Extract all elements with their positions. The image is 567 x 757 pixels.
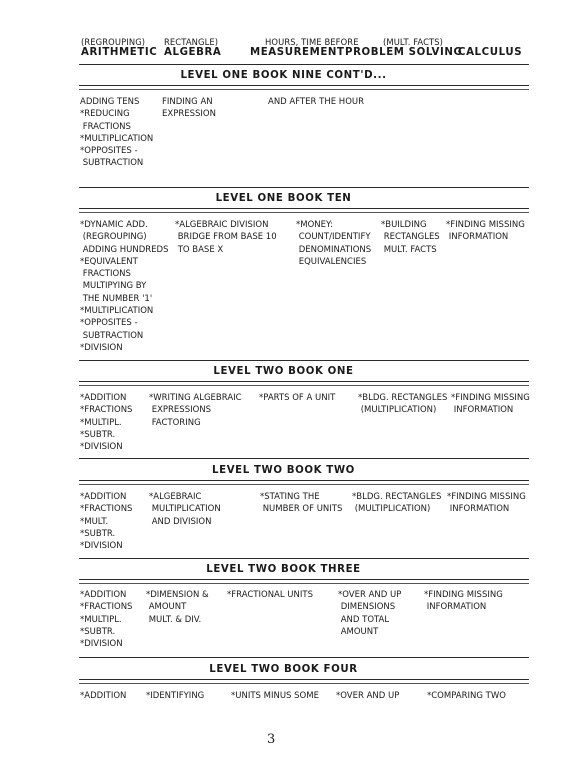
section-cell-arithmetic: ADDING TENS *REDUCING FRACTIONS *MULTIPLICATION *OPPOSITES - SUBTRACTION — [80, 97, 154, 169]
divider — [79, 657, 529, 658]
section-cell-calculus: *FINDING MISSING INFORMATION — [451, 393, 530, 416]
divider — [79, 480, 529, 481]
section-cell-calculus: *FINDING MISSING INFORMATION — [447, 492, 526, 515]
header-col-algebra: ALGEBRA — [164, 47, 222, 58]
divider — [79, 381, 529, 382]
divider — [79, 85, 529, 86]
header-note-regrouping: (REGROUPING) — [81, 37, 146, 47]
divider — [79, 679, 529, 680]
section-cell-calculus: *COMPARING TWO — [427, 691, 506, 701]
header-col-calculus: CALCULUS — [458, 47, 523, 58]
section-cell-calculus: *FINDING MISSING INFORMATION — [424, 590, 503, 613]
divider — [79, 579, 529, 580]
header-note-rectangle: RECTANGLE) — [164, 37, 219, 47]
section-cell-measurement: *STATING THE NUMBER OF UNITS — [260, 492, 343, 515]
header-col-problem-solving: PROBLEM SOLVING — [345, 47, 463, 58]
section-title: LEVEL TWO BOOK THREE — [206, 564, 361, 575]
section-cell-problem-solving: *OVER AND UP DIMENSIONS AND TOTAL AMOUNT — [338, 590, 402, 637]
header-note-mult-facts: (MULT. FACTS) — [383, 37, 444, 47]
section-title: LEVEL ONE BOOK TEN — [215, 193, 352, 204]
divider — [79, 558, 529, 559]
divider — [79, 385, 529, 386]
section-cell-measurement: AND AFTER THE HOUR — [268, 97, 365, 107]
section-cell-arithmetic: *DYNAMIC ADD. (REGROUPING) ADDING HUNDREDS *EQUIVALENT FRACTIONS MULTIPYING BY THE NUMBER '1' *MULTIPLICATION *OPPOSITES - SUBTRACTION *DIVISION — [80, 220, 169, 353]
section-cell-measurement: *FRACTIONAL UNITS — [227, 590, 313, 600]
section-title: LEVEL ONE BOOK NINE CONT'D... — [180, 70, 387, 81]
section-cell-problem-solving: *BLDG. RECTANGLES (MULTIPLICATION) — [358, 393, 448, 416]
section-cell-arithmetic: *ADDITION *FRACTIONS *MULTIPL. *SUBTR. *DIVISION — [80, 393, 133, 453]
section-cell-measurement: *PARTS OF A UNIT — [259, 393, 336, 403]
section-title: LEVEL TWO BOOK FOUR — [209, 664, 358, 675]
section-cell-problem-solving: *OVER AND UP — [336, 691, 400, 701]
section-cell-arithmetic: *ADDITION *FRACTIONS *MULTIPL. *SUBTR. *DIVISION — [80, 590, 133, 650]
section-cell-calculus: *FINDING MISSING INFORMATION — [446, 220, 525, 243]
divider — [79, 484, 529, 485]
header-col-measurement: MEASUREMENT — [250, 47, 345, 58]
divider — [79, 187, 529, 188]
section-cell-algebra: *ALGEBRAIC DIVISION BRIDGE FROM BASE 10 TO BASE X — [175, 220, 277, 255]
divider — [79, 458, 529, 459]
section-cell-arithmetic: *ADDITION *FRACTIONS *MULT. *SUBTR. *DIVISION — [80, 492, 133, 552]
section-cell-measurement: *MONEY: COUNT/IDENTIFY DENOMINATIONS EQUIVALENCIES — [296, 220, 372, 267]
section-cell-algebra: FINDING AN EXPRESSION — [162, 97, 216, 120]
section-cell-algebra: *ALGEBRAIC MULTIPLICATION AND DIVISION — [149, 492, 221, 527]
divider — [79, 89, 529, 90]
section-title: LEVEL TWO BOOK ONE — [213, 366, 354, 377]
divider — [79, 583, 529, 584]
section-cell-measurement: *UNITS MINUS SOME — [231, 691, 319, 701]
section-cell-arithmetic: *ADDITION — [80, 691, 127, 701]
section-cell-algebra: *DIMENSION & AMOUNT MULT. & DIV. — [146, 590, 209, 625]
section-cell-problem-solving: *BLDG. RECTANGLES (MULTIPLICATION) — [352, 492, 442, 515]
header-col-arithmetic: ARITHMETIC — [81, 47, 158, 58]
page-number: 3 — [267, 732, 276, 747]
section-title: LEVEL TWO BOOK TWO — [212, 465, 355, 476]
divider — [79, 208, 529, 209]
divider — [79, 64, 529, 65]
section-cell-algebra: *IDENTIFYING — [146, 691, 205, 701]
section-cell-problem-solving: *BUILDING RECTANGLES MULT. FACTS — [381, 220, 440, 255]
divider — [79, 683, 529, 684]
section-cell-algebra: *WRITING ALGEBRAIC EXPRESSIONS FACTORING — [149, 393, 242, 428]
header-note-hours: HOURS, TIME BEFORE — [265, 37, 359, 47]
divider — [79, 212, 529, 213]
divider — [79, 360, 529, 361]
